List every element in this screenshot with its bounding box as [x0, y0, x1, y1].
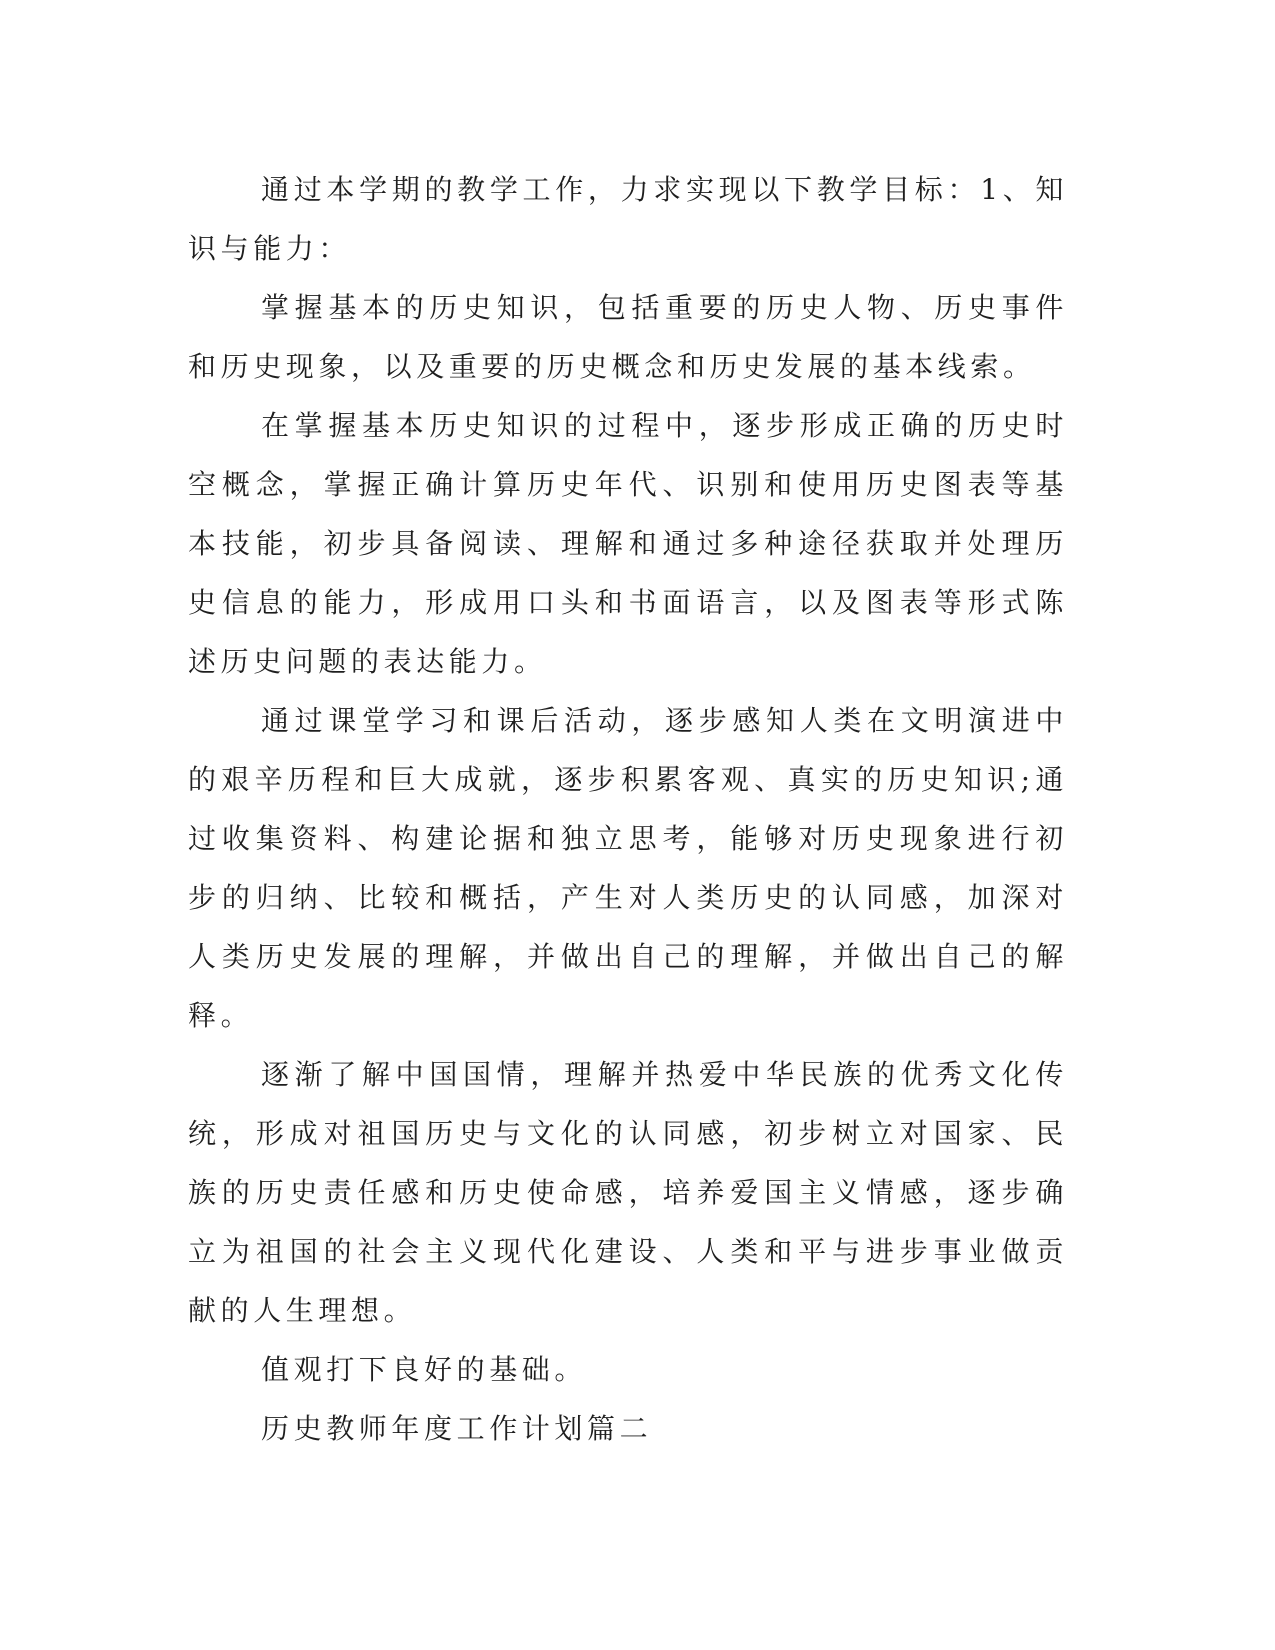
- paragraph-basic-knowledge: 掌握基本的历史知识，包括重要的历史人物、历史事件和历史现象，以及重要的历史概念和历史发展的基本线索。: [188, 291, 1068, 383]
- paragraph-process-methods: 通过课堂学习和课后活动，逐步感知人类在文明演进中的艰辛历程和巨大成就，逐步积累客观、真实的历史知识;通过收集资料、构建论据和独立思考，能够对历史现象进行初步的归纳、比较和概括，产生对人类历史的认同感，加深对人类历史发展的理解，并做出自己的理解，并做出自己的解释。: [188, 704, 1068, 1032]
- section-heading-plan-two: 历史教师年度工作计划篇二: [261, 1412, 653, 1445]
- paragraph-skills: 在掌握基本历史知识的过程中，逐步形成正确的历史时空概念，掌握正确计算历史年代、识别和使用历史图表等基本技能，初步具备阅读、理解和通过多种途径获取并处理历史信息的能力，形成用口头和书面语言，以及图表等形式陈述历史问题的表达能力。: [188, 409, 1068, 678]
- document-body: [188, 160, 1068, 1458]
- paragraph-teaching-goals-intro: 通过本学期的教学工作，力求实现以下教学目标：1、知识与能力：: [188, 173, 1068, 265]
- paragraph-values: 逐渐了解中国国情，理解并热爱中华民族的优秀文化传统，形成对祖国历史与文化的认同感，初步树立对国家、民族的历史责任感和历史使命感，培养爱国主义情感，逐步确立为祖国的社会主义现代化建设、人类和平与进步事业做贡献的人生理想。: [188, 1058, 1068, 1327]
- paragraph-foundation: 值观打下良好的基础。: [261, 1353, 588, 1386]
